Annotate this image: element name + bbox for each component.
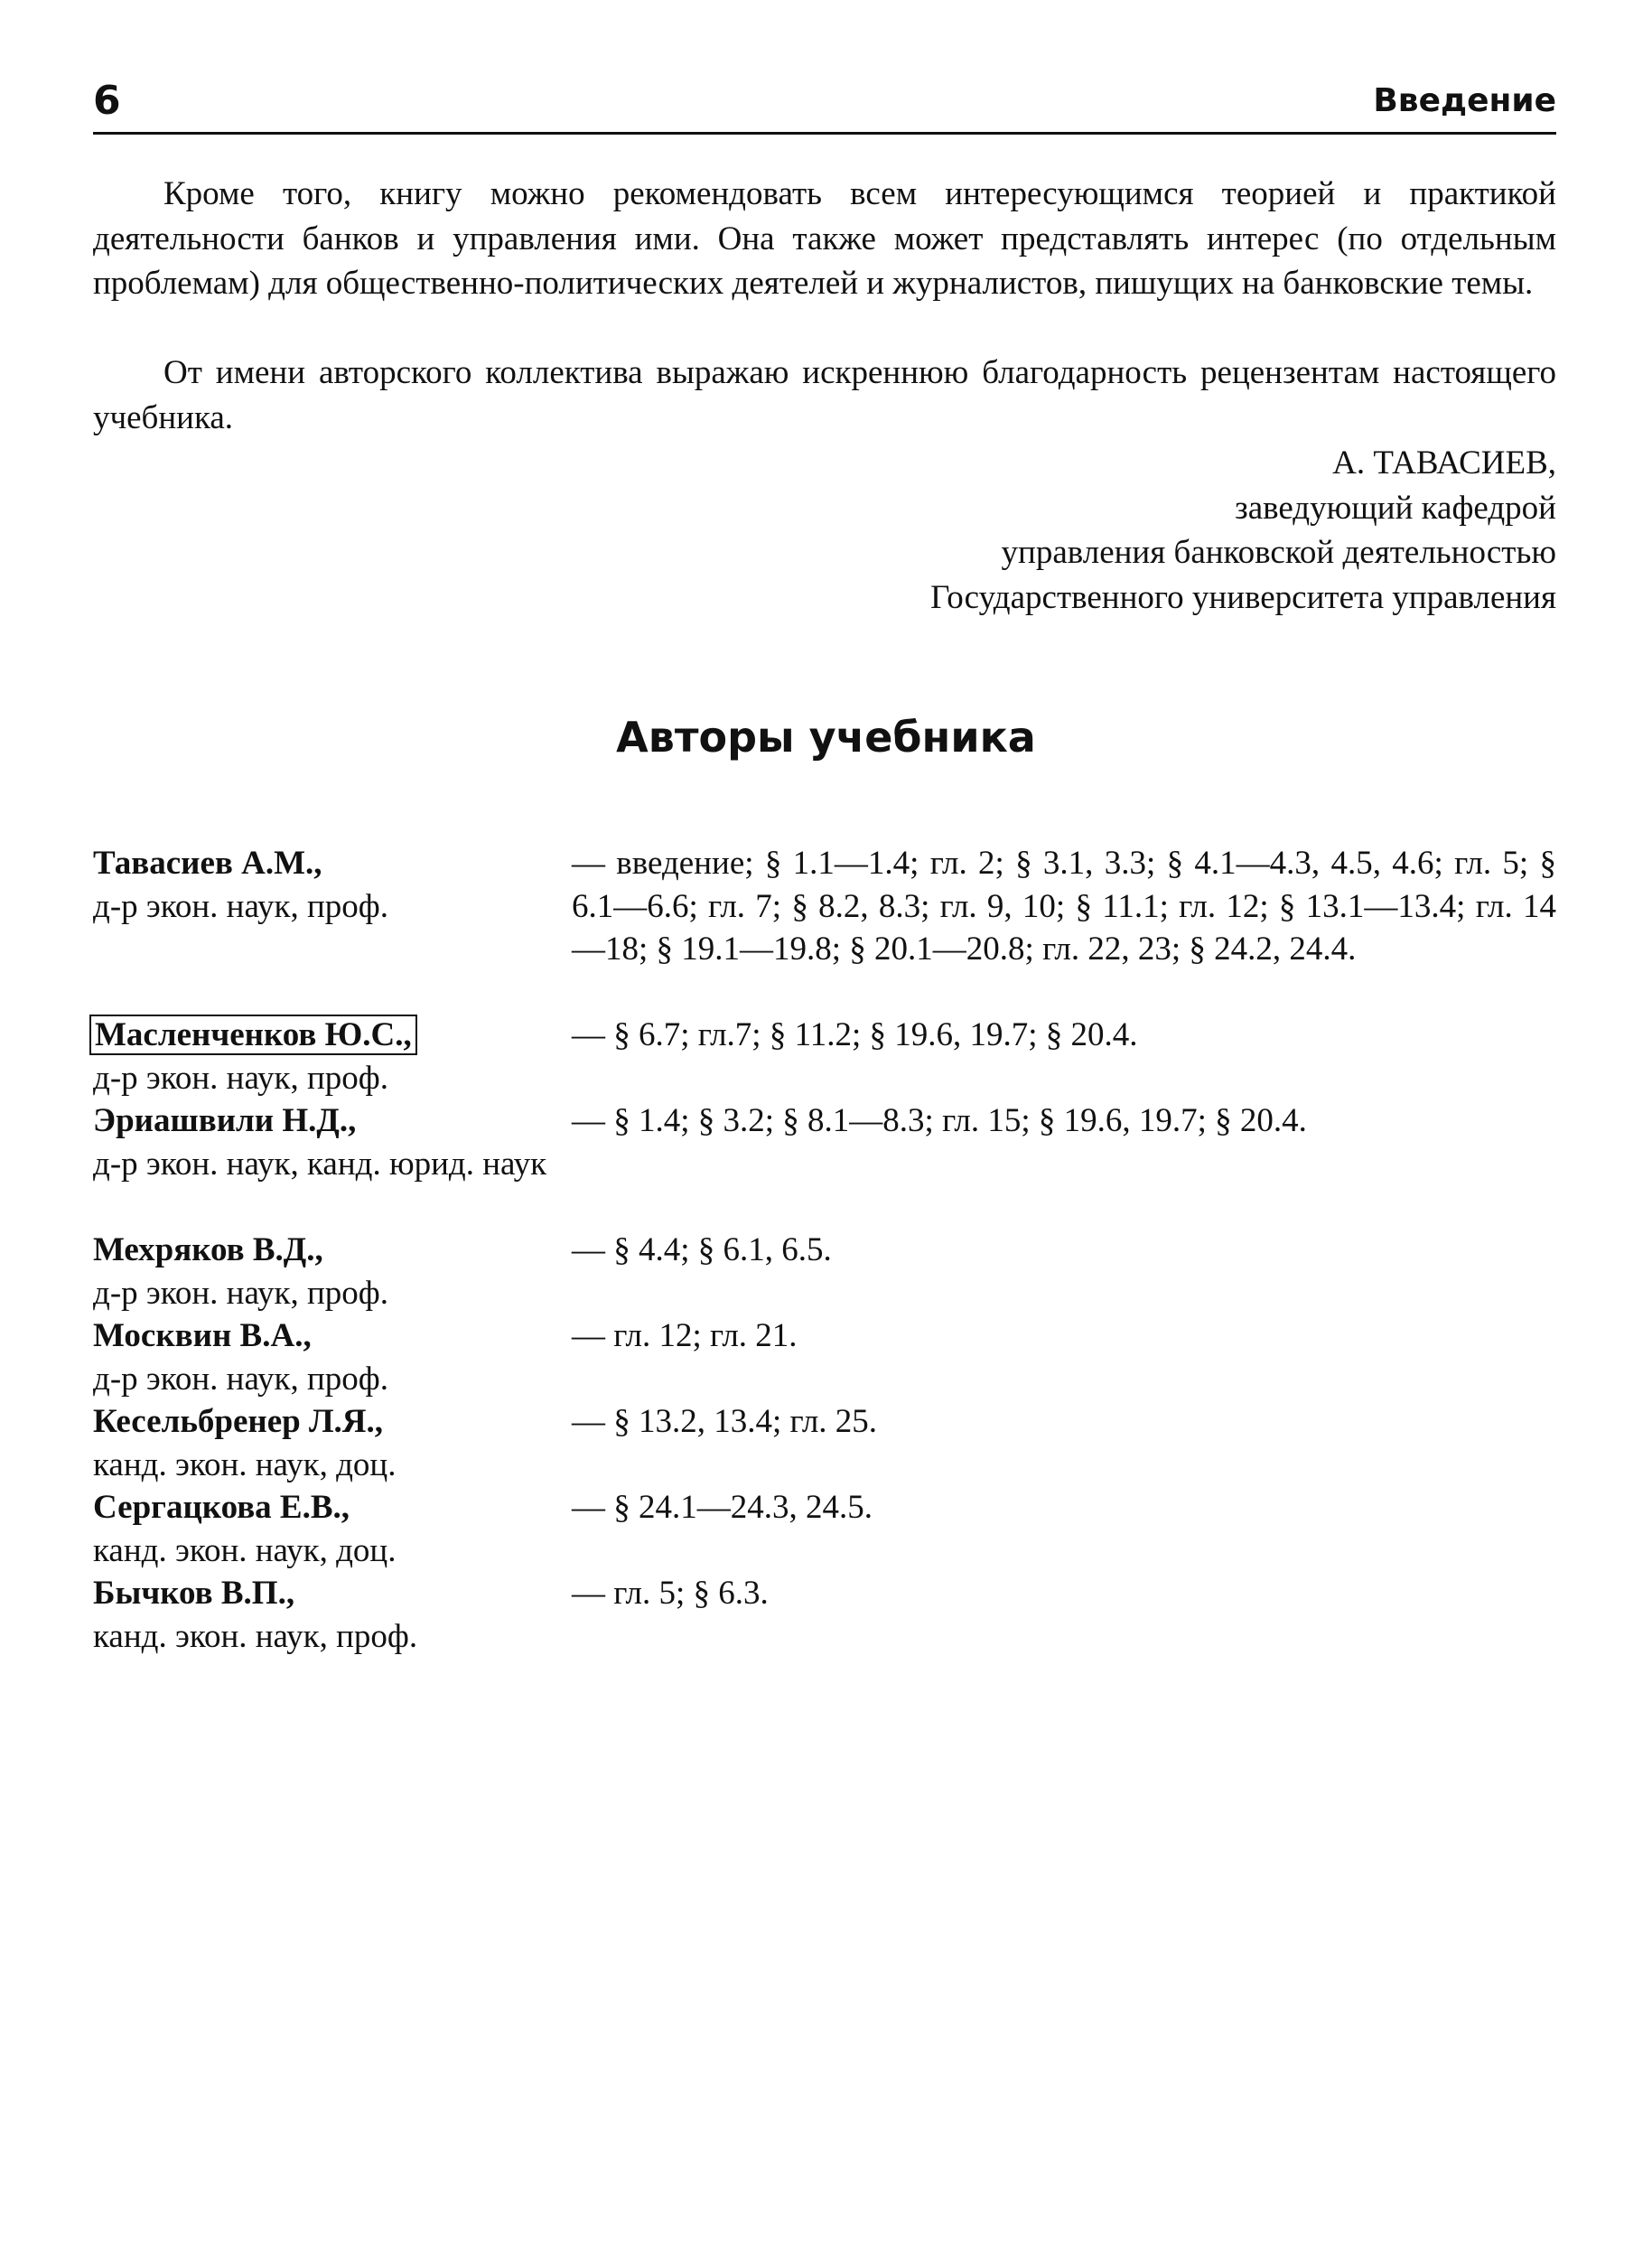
paragraph-2-text: От имени авторского коллектива выражаю искреннюю благодарность рецензентам настоящего учебника. [93,354,1556,436]
author-name: Сергацкова Е.В., [93,1489,350,1526]
author-degree: канд. экон. наук, проф. [93,1617,418,1655]
signature-title-3: Государственного университета управления [930,578,1556,616]
paragraph-2 [93,351,1556,440]
author-degree: д-р экон. наук, проф. [93,1274,389,1312]
author-degree: канд. экон. наук, доц. [93,1445,397,1483]
paragraph-1 [93,172,1556,306]
signature-title-2: управления банковской деятельностью [1001,534,1556,571]
author-degree: канд. экон. наук, доц. [93,1531,397,1569]
author-contribution: — введение; § 1.1—1.4; гл. 2; § 3.1, 3.3; § 4.1—4.3, 4.5, 4.6; гл. 5; § 6.1—6.6; гл. 7; § 8.2, 8.3; гл. 9, 10; § 11.1; гл. 12; § 13.1—13.4; гл. 14—18; § 19.1—19.8; § 20.1—20.8; гл. 22, 23; § 24.2, 24.4. [572,845,1556,968]
authors-heading: Авторы учебника [616,713,1036,762]
author-contribution: — § 6.7; гл.7; § 11.2; § 19.6, 19.7; § 20.4. [572,1016,1138,1053]
section-title: Введение [1373,82,1556,119]
author-name: Бычков В.П., [93,1575,295,1612]
author-degree: д-р экон. наук, проф. [93,1059,389,1097]
author-contribution: — гл. 12; гл. 21. [572,1317,798,1354]
author-name: Мехряков В.Д., [93,1231,323,1268]
page-header [93,76,1556,135]
author-contribution: — § 24.1—24.3, 24.5. [572,1489,873,1526]
author-name: Москвин В.А., [93,1317,312,1354]
paragraph-1-text: Кроме того, книгу можно рекомендовать всем интересующимся теорией и практикой деятельности банков и управления ими. Она также может представлять интерес (по отдельным проблемам) для общественно-политических деятелей и журналистов, пишущих на банковские темы. [93,175,1556,302]
author-name: Тавасиев А.М., [93,845,322,882]
page-number: 6 [93,78,121,124]
signature-name: А. ТАВАСИЕВ, [1332,444,1556,482]
author-degree: д-р экон. наук, проф. [93,887,389,925]
author-contribution: — § 4.4; § 6.1, 6.5. [572,1231,832,1268]
author-name: Масленченков Ю.С., [89,1015,417,1055]
author-contribution: — гл. 5; § 6.3. [572,1575,769,1612]
author-name: Эриашвили Н.Д., [93,1102,357,1139]
signature-block [930,441,1556,620]
author-degree: д-р экон. наук, проф. [93,1360,389,1398]
author-contribution: — § 13.2, 13.4; гл. 25. [572,1403,878,1440]
author-name: Кесельбренер Л.Я., [93,1403,384,1440]
author-contribution: — § 1.4; § 3.2; § 8.1—8.3; гл. 15; § 19.6, 19.7; § 20.4. [572,1102,1307,1139]
signature-title-1: заведующий кафедрой [1235,489,1556,527]
author-degree: д-р экон. наук, канд. юрид. наук [93,1145,547,1183]
